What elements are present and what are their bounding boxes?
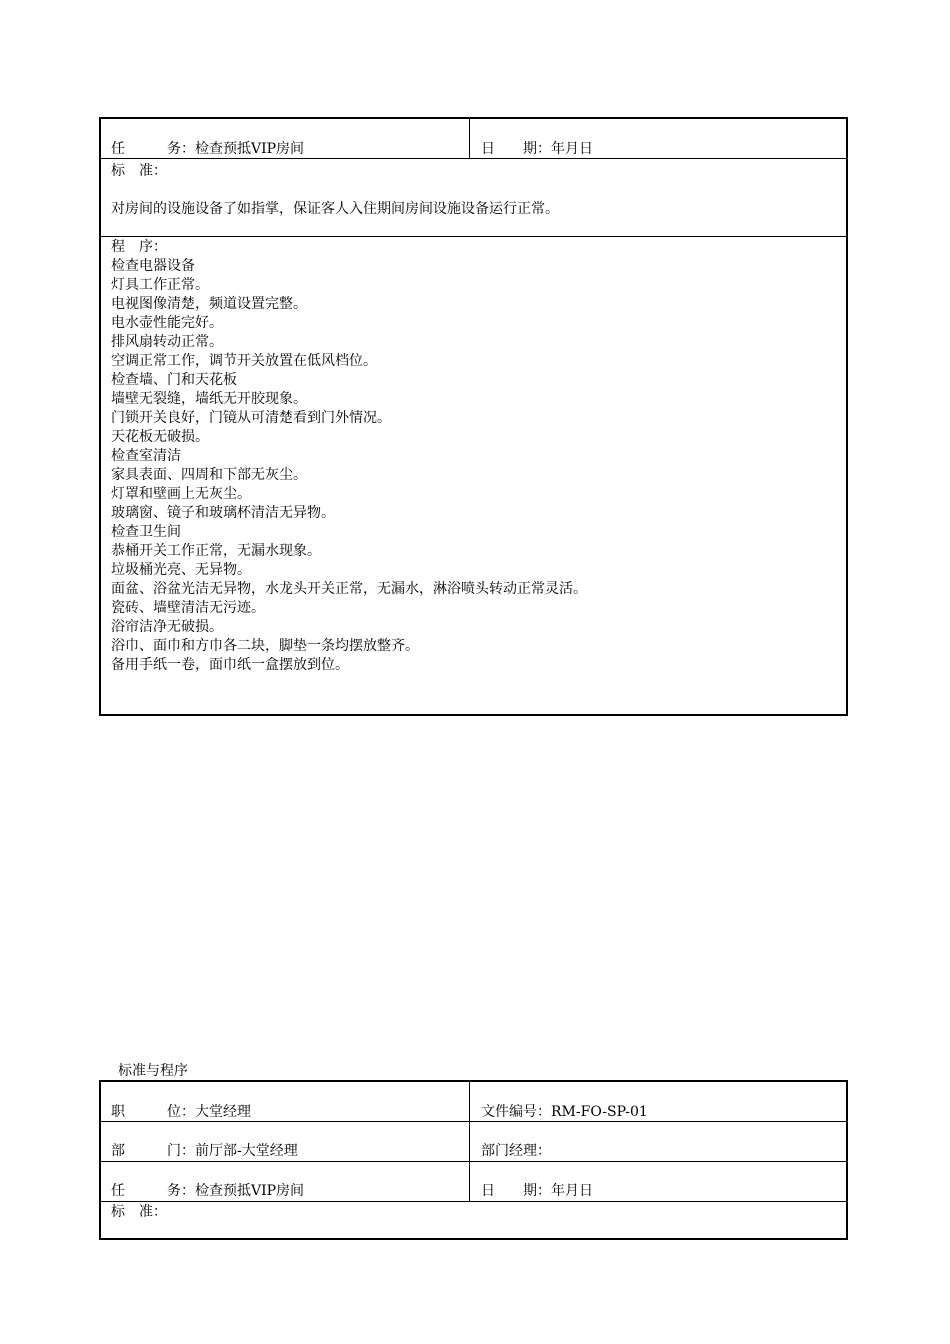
task-label: 任 务： — [111, 141, 195, 157]
procedure-label: 程 序： — [111, 239, 167, 255]
date-field — [481, 140, 593, 159]
position-row — [101, 1082, 846, 1121]
procedure-line: 天花板无破损。 — [111, 429, 209, 445]
standard-label: 标 准： — [111, 1204, 167, 1220]
document-caption: 标准与程序 — [118, 1063, 188, 1079]
position-field — [111, 1103, 251, 1122]
procedure-line: 电视图像清楚，频道设置完整。 — [111, 296, 307, 312]
procedure-line: 家具表面、四周和下部无灰尘。 — [111, 467, 307, 483]
header-form-table — [99, 1080, 848, 1240]
task-field — [111, 140, 304, 159]
task-row — [101, 119, 846, 158]
procedure-line: 灯具工作正常。 — [111, 277, 209, 293]
task-label: 任 务： — [111, 1183, 195, 1199]
department-field — [111, 1142, 298, 1161]
file-number-field — [481, 1103, 648, 1122]
file-number-value: RM-FO-SP-01 — [551, 1104, 648, 1120]
task-row — [101, 1162, 846, 1201]
procedure-line: 备用手纸一卷，面巾纸一盒摆放到位。 — [111, 657, 349, 673]
procedure-line: 垃圾桶光亮、无异物。 — [111, 562, 251, 578]
procedure-line: 排风扇转动正常。 — [111, 334, 223, 350]
procedure-line: 检查墙、门和天花板 — [111, 372, 237, 388]
procedure-line: 墙壁无裂缝，墙纸无开胶现象。 — [111, 391, 307, 407]
procedure-line: 浴帘洁净无破损。 — [111, 619, 223, 635]
procedure-line: 空调正常工作，调节开关放置在低风档位。 — [111, 353, 377, 369]
date-value: 年月日 — [551, 141, 593, 157]
procedure-line: 检查电器设备 — [111, 258, 195, 274]
procedure-line: 检查卫生间 — [111, 524, 181, 540]
department-manager-label: 部门经理： — [481, 1143, 551, 1159]
department-value: 前厅部-大堂经理 — [195, 1143, 298, 1159]
procedure-line: 电水壶性能完好。 — [111, 315, 223, 331]
department-label: 部 门： — [111, 1143, 195, 1159]
procedure-line: 恭桶开关工作正常，无漏水现象。 — [111, 543, 321, 559]
standard-row — [101, 159, 846, 236]
file-number-label: 文件编号： — [481, 1104, 551, 1120]
department-manager-field — [481, 1142, 551, 1161]
position-value: 大堂经理 — [195, 1104, 251, 1120]
procedure-list — [111, 257, 587, 675]
task-value: 检查预抵VIP房间 — [195, 141, 305, 157]
standard-row — [101, 1202, 846, 1240]
procedure-form-table — [99, 117, 848, 716]
procedure-line: 浴巾、面巾和方巾各二块，脚垫一条均摆放整齐。 — [111, 638, 419, 654]
procedure-line: 瓷砖、墙壁清洁无污迹。 — [111, 600, 265, 616]
task-value: 检查预抵VIP房间 — [195, 1183, 305, 1199]
date-label: 日 期： — [481, 1183, 551, 1199]
date-label: 日 期： — [481, 141, 551, 157]
procedure-line: 玻璃窗、镜子和玻璃杯清洁无异物。 — [111, 505, 335, 521]
task-field — [111, 1182, 304, 1201]
procedure-line: 面盆、浴盆光洁无异物，水龙头开关正常，无漏水，淋浴喷头转动正常灵活。 — [111, 581, 587, 597]
standard-text: 对房间的设施设备了如指掌，保证客人入住期间房间设施设备运行正常。 — [111, 201, 559, 217]
department-row — [101, 1122, 846, 1161]
date-value: 年月日 — [551, 1183, 593, 1199]
procedure-line: 检查室清洁 — [111, 448, 181, 464]
position-label: 职 位： — [111, 1104, 195, 1120]
date-field — [481, 1182, 593, 1201]
procedure-row — [101, 237, 846, 716]
procedure-line: 灯罩和壁画上无灰尘。 — [111, 486, 251, 502]
procedure-line: 门锁开关良好，门镜从可清楚看到门外情况。 — [111, 410, 391, 426]
column-divider — [469, 119, 470, 158]
standard-label: 标 准： — [111, 163, 167, 179]
